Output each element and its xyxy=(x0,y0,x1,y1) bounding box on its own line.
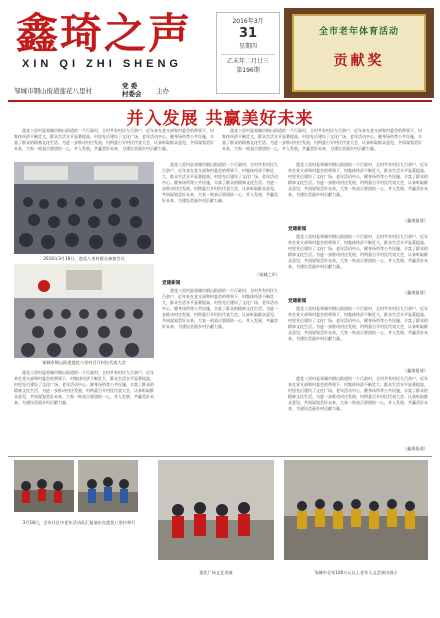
right-section-title-1: 党建新闻 xyxy=(288,227,307,232)
bottom-photo-2 xyxy=(78,460,138,512)
right-article-text-2: 莲花八里村是邹城市钢山街道的一个行政村，全村共有村民九百余户，近年来在党支部和村委会的带领下，村集体经济不断壮大，群众生活水平显著提高，村里先后建设了文化广场、老年活动中心、健身场所等公共设施，丰富了群众的精神文化生活。为进一步推动村庄发展，村两委召开村民代表大会，认真听取群众意见，共同谋划美好未来，大家一致表示要团结一心，并入发展，共赢美好未来，为建设美丽乡村贡献力量。 xyxy=(288,234,428,269)
middle-section-title: 党建新闻 xyxy=(162,281,181,286)
meeting-photo-caption: 2016年3月18日，莲花八里村群众参加会议 xyxy=(43,256,125,261)
plaque-top-text: 全市老年体育活动 xyxy=(318,27,399,37)
right-article-text-3: 莲花八里村是邹城市钢山街道的一个行政村，全村共有村民九百余户，近年来在党支部和村委会的带领下，村集体经济不断壮大，群众生活水平显著提高，村里先后建设了文化广场、老年活动中心、健身场所等公共设施，丰富了群众的精神文化生活。为进一步推动村庄发展，村两委召开村民代表大会，认真听取群众意见，共同谋划美好未来，大家一致表示要团结一心，并入发展，共赢美好未来，为建设美丽乡村贡献力量。 xyxy=(288,306,428,341)
issue-weekday: 星期四 xyxy=(238,43,257,50)
meeting-photo xyxy=(14,162,154,254)
middle-article-text-1: 莲花八里村是邹城市钢山街道的一个行政村，全村共有村民九百余户，近年来在党支部和村委会的带领下，村集体经济不断壮大，群众生活水平显著提高，村里先后建设了文化广场、老年活动中心、健身场所等公共设施，丰富了群众的精神文化生活。为进一步推动村庄发展，村两委召开村民代表大会，认真听取群众意见，共同谋划美好未来，大家一致表示要团结一心，并入发展，共赢美好未来，为建设美丽乡村贡献力量。 xyxy=(162,162,278,203)
sponsor-label: 主办 xyxy=(156,87,169,95)
plaque-main-text: 贡献奖 xyxy=(333,53,385,69)
sponsor-top: 党 委 xyxy=(122,82,138,90)
issue-year-month: 2016年3月 xyxy=(232,18,264,25)
award-plaque xyxy=(284,8,434,98)
bottom-photo-4 xyxy=(284,460,428,560)
middle-byline: （邹城之声） xyxy=(254,272,280,277)
sponsor-bottom: 村委会 xyxy=(122,90,142,98)
right-byline-4: （鑫琦报道） xyxy=(402,446,428,451)
intro-text-right: 莲花八里村是邹城市钢山街道的一个行政村，全村共有村民九百余户，近年来在党支部和村委会的带领下，村集体经济不断壮大，群众生活水平显著提高，村里先后建设了文化广场、老年活动中心、健身场所等公共设施，丰富了群众的精神文化生活。为进一步推动村庄发展，村两委召开村民代表大会，认真听取群众意见，共同谋划美好未来，大家一致表示要团结一心，并入发展，共赢美好未来，为建设美丽乡村贡献力量。 xyxy=(222,128,422,151)
right-byline-3: （鑫琦报道） xyxy=(402,368,428,373)
bottom-caption-middle: 莲花广场文艺表演 xyxy=(199,570,233,575)
assembly-photo-caption: 邹城市钢山街道莲花八里村召开村民代表大会 xyxy=(42,360,126,365)
bottom-photo-1 xyxy=(14,460,74,512)
middle-article-text-2: 莲花八里村是邹城市钢山街道的一个行政村，全村共有村民九百余户，近年来在党支部和村委会的带领下，村集体经济不断壮大，群众生活水平显著提高，村里先后建设了文化广场、老年活动中心、健身场所等公共设施，丰富了群众的精神文化生活。为进一步推动村庄发展，村两委召开村民代表大会，认真听取群众意见，共同谋划美好未来，大家一致表示要团结一心，并入发展，共赢美好未来，为建设美丽乡村贡献力量。 xyxy=(162,288,278,329)
masthead-rule xyxy=(8,100,432,102)
bottom-caption-left: 3月18日，全市社区中老年活动队汇报演出在莲花八里村举行 xyxy=(22,520,136,525)
issue-day: 31 xyxy=(238,26,258,41)
issue-number: 第196期 xyxy=(236,67,260,74)
masthead-title: 鑫琦之声 xyxy=(16,9,193,58)
intro-text-left: 莲花八里村是邹城市钢山街道的一个行政村，全村共有村民九百余户，近年来在党支部和村委会的带领下，村集体经济不断壮大，群众生活水平显著提高，村里先后建设了文化广场、老年活动中心、健身场所等公共设施，丰富了群众的精神文化生活。为进一步推动村庄发展，村两委召开村民代表大会，认真听取群众意见，共同谋划美好未来，大家一致表示要团结一心，并入发展，共赢美好未来，为建设美丽乡村贡献力量。 xyxy=(14,128,214,151)
right-byline-1: （鑫琦报道） xyxy=(402,218,428,223)
masthead-subtitle: 邹城市钢山街道莲花八里村 xyxy=(14,87,92,95)
sponsor-block xyxy=(122,82,142,98)
issue-lunar: 乙未年二月廿三 xyxy=(221,54,275,66)
bottom-divider xyxy=(8,456,432,457)
right-section-title-2: 党建新闻 xyxy=(288,299,307,304)
bottom-photo-3 xyxy=(158,460,274,560)
right-article-text-1: 莲花八里村是邹城市钢山街道的一个行政村，全村共有村民九百余户，近年来在党支部和村委会的带领下，村集体经济不断壮大，群众生活水平显著提高，村里先后建设了文化广场、老年活动中心、健身场所等公共设施，丰富了群众的精神文化生活。为进一步推动村庄发展，村两委召开村民代表大会，认真听取群众意见，共同谋划美好未来，大家一致表示要团结一心，并入发展，共赢美好未来，为建设美丽乡村贡献力量。 xyxy=(288,162,428,197)
bottom-caption-right: 邹城市全年100万元以上老年人文艺演出展示 xyxy=(314,570,398,575)
headline: 并入发展 共赢美好未来 xyxy=(126,109,314,129)
left-article-text: 莲花八里村是邹城市钢山街道的一个行政村，全村共有村民九百余户，近年来在党支部和村委会的带领下，村集体经济不断壮大，群众生活水平显著提高，村里先后建设了文化广场、老年活动中心、健身场所等公共设施，丰富了群众的精神文化生活。为进一步推动村庄发展，村两委召开村民代表大会，认真听取群众意见，共同谋划美好未来，大家一致表示要团结一心，并入发展，共赢美好未来，为建设美丽乡村贡献力量。 xyxy=(14,370,154,405)
right-article-text-4: 莲花八里村是邹城市钢山街道的一个行政村，全村共有村民九百余户，近年来在党支部和村委会的带领下，村集体经济不断壮大，群众生活水平显著提高，村里先后建设了文化广场、老年活动中心、健身场所等公共设施，丰富了群众的精神文化生活。为进一步推动村庄发展，村两委召开村民代表大会，认真听取群众意见，共同谋划美好未来，大家一致表示要团结一心，并入发展，共赢美好未来，为建设美丽乡村贡献力量。 xyxy=(288,376,428,411)
right-byline-2: （鑫琦报道） xyxy=(402,290,428,295)
assembly-photo xyxy=(14,264,154,358)
issue-date-box xyxy=(216,12,280,94)
masthead-pinyin: XIN QI ZHI SHENG xyxy=(22,58,182,70)
